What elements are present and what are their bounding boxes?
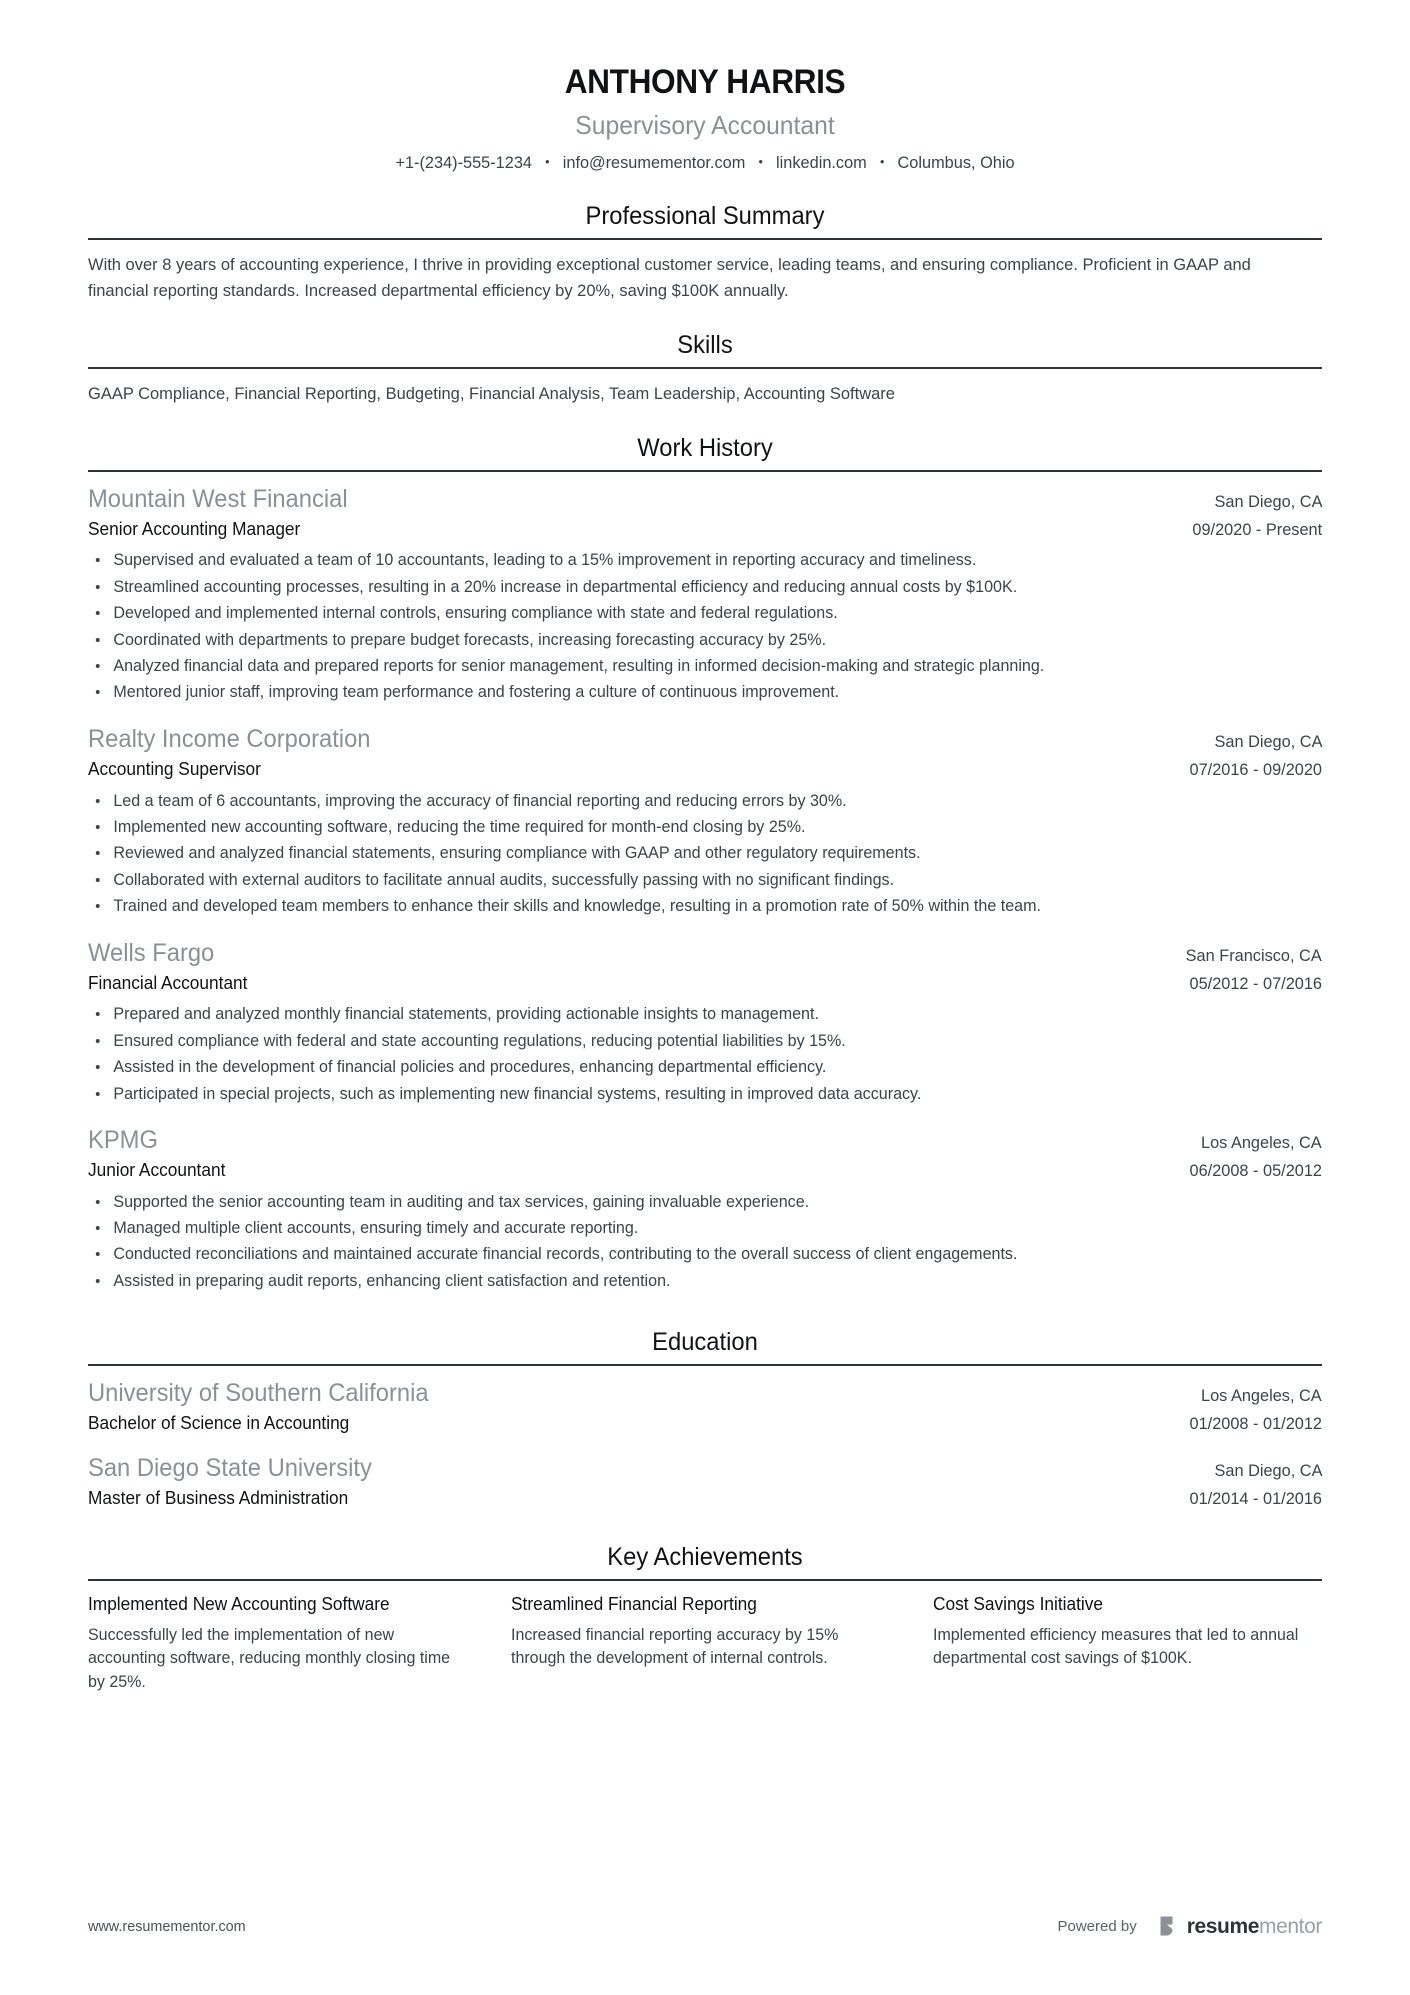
education-degree: Bachelor of Science in Accounting [88,1413,350,1434]
education-entry-header [88,1453,1322,1484]
folded-page-icon [1159,1915,1180,1937]
section-professional-summary [88,201,1322,304]
work-entry [88,1125,1322,1293]
work-bullet: Reviewed and analyzed financial statements, ensuring compliance with GAAP and other regulatory requirements. [88,842,1291,865]
work-bullet: Assisted in the development of financial policies and procedures, enhancing departmental efficiency. [88,1056,1291,1079]
brand-wordmark [1187,1916,1322,1937]
work-bullet: Assisted in preparing audit reports, enhancing client satisfaction and retention. [88,1270,1291,1293]
bullet-separator-icon: • [758,154,763,170]
achievement-description: Implemented efficiency measures that led to annual departmental cost savings of $100K. [933,1625,1299,1668]
candidate-job-title: Supervisory Accountant [575,110,835,141]
section-key-achievements [88,1542,1322,1695]
brand-text-mentor: mentor [1259,1914,1322,1938]
education-entry [88,1453,1322,1512]
section-title-skills: Skills [677,330,733,359]
work-bullet: Implemented new accounting software, reducing the time required for month-end closing by 25%. [88,816,1291,839]
work-entry-header [88,484,1322,515]
work-role: Financial Accountant [88,972,248,993]
education-organization: University of Southern California [88,1379,429,1408]
work-role: Accounting Supervisor [88,758,261,779]
achievement-card [88,1593,511,1695]
work-bullet: Coordinated with departments to prepare budget forecasts, increasing forecasting accuracy by 25%. [88,629,1291,652]
education-entry-subheader [88,1484,1322,1512]
work-entry-header [88,1125,1322,1156]
section-divider [88,367,1322,369]
work-dates: 07/2016 - 09/2020 [1189,759,1322,779]
resume-header [88,48,1322,175]
section-title-key-achievements: Key Achievements [607,1542,803,1571]
education-location: San Diego, CA [1214,1460,1322,1480]
work-organization: KPMG [88,1125,158,1154]
contact-location: Columbus, Ohio [897,153,1015,173]
section-title-education: Education [652,1328,758,1357]
work-bullet: Led a team of 6 accountants, improving the accuracy of financial reporting and reducing errors by 30%. [88,790,1291,813]
education-entry-header [88,1378,1322,1409]
page-footer [88,1915,1322,1937]
work-entry-subheader [88,755,1322,783]
achievement-description: Increased financial reporting accuracy by 15% through the development of internal controls. [510,1625,839,1668]
work-bullet: Collaborated with external auditors to facilitate annual audits, successfully passing with no significant findings. [88,869,1291,892]
work-role: Junior Accountant [88,1159,226,1180]
work-location: San Francisco, CA [1185,945,1322,965]
work-organization: Wells Fargo [88,938,215,967]
powered-by-label: Powered by [1057,1917,1137,1935]
education-dates: 01/2008 - 01/2012 [1189,1414,1322,1434]
section-education [88,1327,1322,1511]
work-bullet: Developed and implemented internal controls, ensuring compliance with state and federal regulations. [88,602,1291,625]
work-dates: 06/2008 - 05/2012 [1189,1160,1322,1180]
section-divider [88,238,1322,240]
work-location: San Diego, CA [1214,731,1322,751]
work-bullet: Participated in special projects, such as implementing new financial systems, resulting in improved data accuracy. [88,1083,1291,1106]
bullet-separator-icon: • [545,154,550,170]
work-organization: Realty Income Corporation [88,724,371,753]
education-dates: 01/2014 - 01/2016 [1189,1488,1322,1508]
achievement-card [933,1593,1322,1695]
work-entry-subheader [88,969,1322,997]
education-location: Los Angeles, CA [1201,1386,1322,1406]
section-skills [88,330,1322,407]
achievement-title: Streamlined Financial Reporting [510,1593,757,1614]
education-entry-subheader [88,1409,1322,1437]
achievements-grid [88,1593,1322,1695]
brand-text-resume: resume [1186,1914,1260,1938]
work-organization: Mountain West Financial [88,484,348,513]
work-dates: 05/2012 - 07/2016 [1189,973,1322,993]
achievement-description: Successfully led the implementation of new accounting software, reducing monthly closing time by 25%. [88,1625,451,1692]
contact-email[interactable]: info@resumementor.com [562,153,746,173]
work-bullet: Conducted reconciliations and maintained accurate financial records, contributing to the overall success of client engagements. [88,1243,1291,1266]
achievement-card [511,1593,934,1695]
contact-linkedin[interactable]: linkedin.com [776,153,867,173]
candidate-name: ANTHONY HARRIS [564,63,846,101]
work-entry-header [88,724,1322,755]
work-bullets [88,549,1322,705]
summary-text: With over 8 years of accounting experience, I thrive in providing exceptional customer service, leading teams, and ensuring compliance. Proficient in GAAP and financial reporting standards. Increased departmental efficiency by 20%, saving $100K annually. [88,255,1251,301]
work-location: San Diego, CA [1214,491,1322,511]
work-bullet: Trained and developed team members to enhance their skills and knowledge, resulting in a promotion rate of 50% within the team. [88,895,1291,918]
achievement-title: Cost Savings Initiative [933,1593,1104,1614]
work-bullets [88,1003,1322,1106]
section-work-history [88,433,1322,1294]
section-divider [88,1364,1322,1366]
section-divider [88,1579,1322,1581]
work-entry-subheader [88,515,1322,543]
skills-list: GAAP Compliance, Financial Reporting, Budgeting, Financial Analysis, Team Leadership, Accounting Software [88,383,895,403]
contact-line [113,152,1298,175]
section-divider [88,470,1322,472]
work-bullet: Streamlined accounting processes, resulting in a 20% increase in departmental efficiency and reducing annual costs by $100K. [88,576,1291,599]
work-dates: 09/2020 - Present [1192,519,1322,539]
work-bullet: Prepared and analyzed monthly financial statements, providing actionable insights to management. [88,1003,1291,1026]
achievement-title: Implemented New Accounting Software [88,1593,390,1614]
work-role: Senior Accounting Manager [88,518,301,539]
footer-branding [1058,1915,1323,1937]
contact-phone: +1-(234)-555-1234 [395,153,532,173]
work-location: Los Angeles, CA [1201,1132,1322,1152]
work-bullet: Managed multiple client accounts, ensuring timely and accurate reporting. [88,1217,1291,1240]
footer-website-url[interactable]: www.resumementor.com [88,1917,246,1935]
work-entry [88,724,1322,919]
work-bullet: Supervised and evaluated a team of 10 accountants, leading to a 15% improvement in reporting accuracy and timeliness. [88,549,1291,572]
work-entry [88,938,1322,1106]
work-bullets [88,790,1322,919]
work-entry [88,484,1322,705]
work-entry-header [88,938,1322,969]
section-title-summary: Professional Summary [585,202,825,231]
work-bullet: Ensured compliance with federal and state accounting regulations, reducing potential liabilities by 15%. [88,1030,1291,1053]
bullet-separator-icon: • [879,154,885,170]
education-entry [88,1378,1322,1437]
education-degree: Master of Business Administration [88,1487,349,1508]
section-title-work-history: Work History [637,433,773,462]
work-bullets [88,1191,1322,1294]
work-bullet: Analyzed financial data and prepared reports for senior management, resulting in informed decision-making and strategic planning. [88,655,1291,678]
work-entry-subheader [88,1156,1322,1184]
education-organization: San Diego State University [88,1453,372,1482]
work-bullet: Mentored junior staff, improving team performance and fostering a culture of continuous improvement. [88,681,1291,704]
work-bullet: Supported the senior accounting team in auditing and tax services, gaining invaluable experience. [88,1191,1291,1214]
resumementor-logo [1159,1915,1322,1937]
